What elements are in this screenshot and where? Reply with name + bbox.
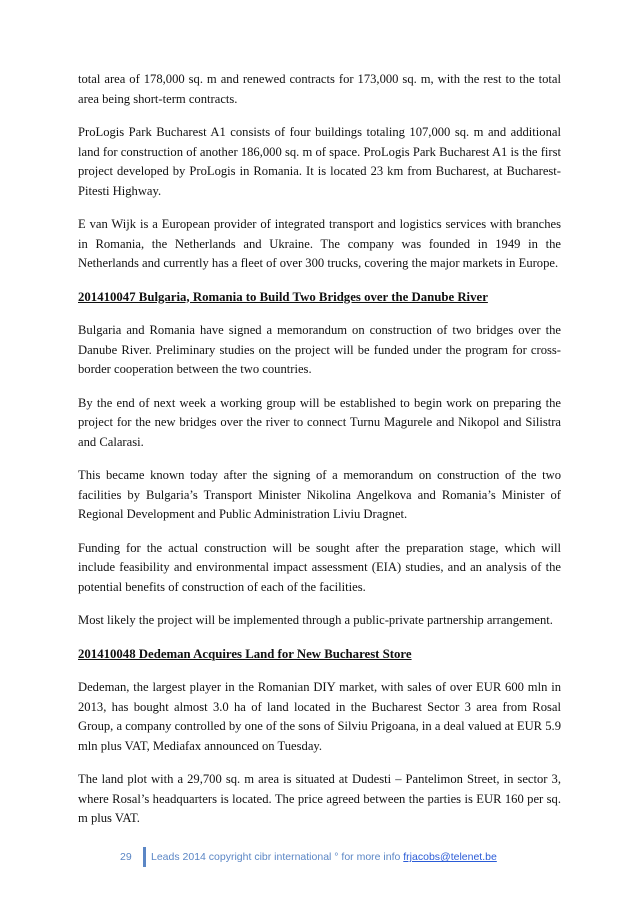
- document-body: [78, 70, 561, 843]
- paragraph: The land plot with a 29,700 sq. m area is situated at Dudesti – Pantelimon Street, in sector 3, where Rosal’s headquarters is located. The price agreed between the parties is EUR 160 per sq. m plus VAT.: [78, 772, 561, 825]
- paragraph: E van Wijk is a European provider of integrated transport and logistics services with branches in Romania, the Netherlands and Ukraine. The company was founded in 1949 in the Netherlands and currently has a fleet of over 300 trucks, covering the major markets in Europe.: [78, 217, 561, 270]
- paragraph: ProLogis Park Bucharest A1 consists of four buildings totaling 107,000 sq. m and additional land for construction of another 186,000 sq. m of space. ProLogis Park Bucharest A1 is the first project developed by ProLogis in Romania. It is located 23 km from Bucharest, at Bucharest-Pitesti Highway.: [78, 125, 561, 198]
- footer-text: [151, 846, 497, 868]
- paragraph: Dedeman, the largest player in the Romanian DIY market, with sales of over EUR 600 mln in 2013, has bought almost 3.0 ha of land located in the Bucharest Sector 3 area from Rosal Group, a company controlled by one of the sons of Silviu Prigoana, in a deal valued at EUR 5.9 mln plus VAT, Mediafax announced on Tuesday.: [78, 680, 561, 753]
- footer-copyright: Leads 2014 copyright cibr international ° for more info: [151, 851, 404, 863]
- section-heading: 201410048 Dedeman Acquires Land for New Bucharest Store: [78, 646, 412, 661]
- footer-divider: [143, 847, 146, 867]
- paragraph: Funding for the actual construction will be sought after the preparation stage, which will include feasibility and environmental impact assessment (EIA) studies, and an analysis of the potential benefits of construction of each of the facilities.: [78, 540, 561, 594]
- paragraph: By the end of next week a working group will be established to begin work on preparing the project for the new bridges over the river to connect Turnu Magurele and Nikopol and Silistra and Calarasi.: [78, 395, 561, 449]
- paragraph: Bulgaria and Romania have signed a memorandum on construction of two bridges over the Danube River. Preliminary studies on the project will be funded under the program for cross-border cooperation between the two countries.: [78, 323, 561, 376]
- paragraph: total area of 178,000 sq. m and renewed contracts for 173,000 sq. m, with the rest to the total area being short-term contracts.: [78, 72, 561, 106]
- page-number: 29: [120, 851, 132, 863]
- paragraph: This became known today after the signing of a memorandum on construction of the two facilities by Bulgaria’s Transport Minister Nikolina Angelkova and Romania’s Minister of Regional Development and Public Administration Liviu Dragnet.: [78, 468, 561, 521]
- paragraph: Most likely the project will be implemented through a public-private partnership arrangement.: [78, 613, 553, 627]
- section-heading: 201410047 Bulgaria, Romania to Build Two Bridges over the Danube River: [78, 289, 488, 304]
- email-link[interactable]: frjacobs@telenet.be: [403, 851, 497, 863]
- page-footer: [0, 846, 638, 868]
